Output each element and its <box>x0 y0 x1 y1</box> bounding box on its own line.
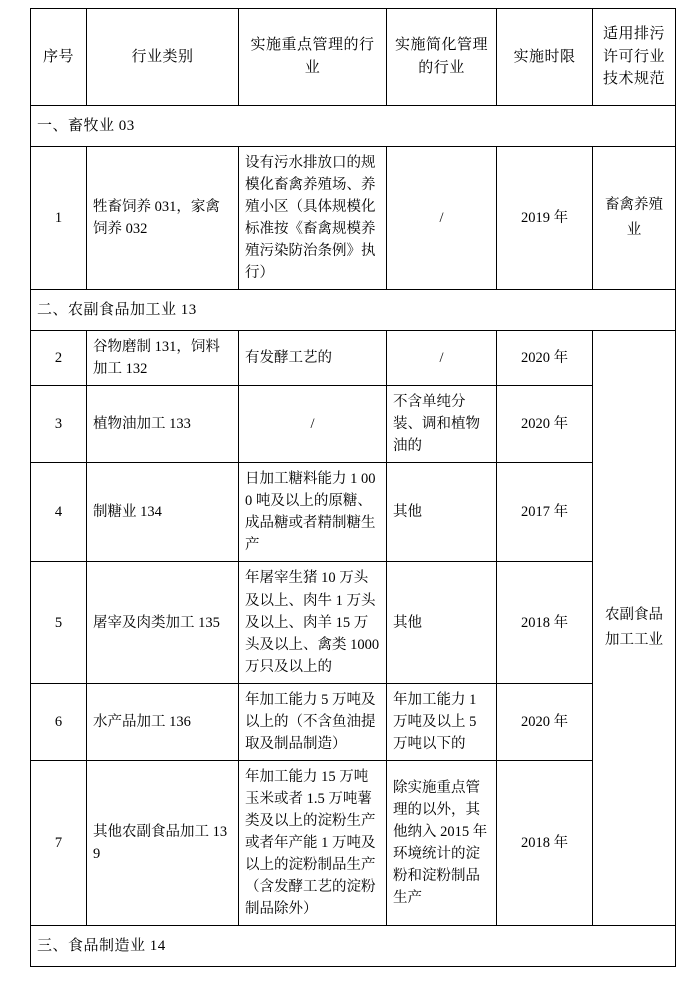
row-technical-spec: 农副食品加工工业 <box>593 331 676 926</box>
row-serial: 2 <box>31 331 87 386</box>
row-deadline: 2018 年 <box>497 760 593 925</box>
row-key-managed: 年加工能力 15 万吨玉米或者 1.5 万吨薯类及以上的淀粉生产或者年产能 1 万吨及以上的淀粉制品生产（含发酵工艺的淀粉制品除外） <box>239 760 387 925</box>
header-cell-technical-spec: 适用排污许可行业技术规范 <box>593 9 676 106</box>
row-category: 其他农副食品加工 139 <box>87 760 239 925</box>
row-key-managed: 年屠宰生猪 10 万头及以上、肉牛 1 万头及以上、肉羊 15 万头及以上、禽类 1000 万只及以上的 <box>239 562 387 683</box>
section-heading-row <box>31 290 676 331</box>
row-key-managed: / <box>239 386 387 463</box>
permit-industry-table <box>30 8 676 967</box>
header-cell-serial: 序号 <box>31 9 87 106</box>
row-key-managed: 有发酵工艺的 <box>239 331 387 386</box>
row-deadline: 2020 年 <box>497 331 593 386</box>
row-simplified: 年加工能力 1 万吨及以上 5 万吨以下的 <box>387 683 497 760</box>
table-row <box>31 386 676 463</box>
table-header-row <box>31 9 676 106</box>
row-technical-spec: 畜禽养殖业 <box>593 147 676 290</box>
row-deadline: 2018 年 <box>497 562 593 683</box>
row-category: 屠宰及肉类加工 135 <box>87 562 239 683</box>
row-key-managed: 日加工糖料能力 1 000 吨及以上的原糖、成品糖或者精制糖生产 <box>239 463 387 562</box>
row-simplified: 除实施重点管理的以外，其他纳入 2015 年环境统计的淀粉和淀粉制品生产 <box>387 760 497 925</box>
row-serial: 5 <box>31 562 87 683</box>
section-title-food-manufacturing: 三、食品制造业 14 <box>31 925 676 966</box>
row-serial: 1 <box>31 147 87 290</box>
row-deadline: 2019 年 <box>497 147 593 290</box>
section-title-livestock: 一、畜牧业 03 <box>31 106 676 147</box>
row-category: 植物油加工 133 <box>87 386 239 463</box>
row-serial: 7 <box>31 760 87 925</box>
header-cell-deadline: 实施时限 <box>497 9 593 106</box>
row-deadline: 2017 年 <box>497 463 593 562</box>
table-row <box>31 147 676 290</box>
table-row <box>31 760 676 925</box>
row-simplified: 其他 <box>387 562 497 683</box>
row-category: 牲畜饲养 031，家禽饲养 032 <box>87 147 239 290</box>
row-key-managed: 设有污水排放口的规模化畜禽养殖场、养殖小区（具体规模化标准按《畜禽规模养殖污染防治条例》执行） <box>239 147 387 290</box>
row-serial: 6 <box>31 683 87 760</box>
table-row <box>31 331 676 386</box>
row-simplified: 不含单纯分装、调和植物油的 <box>387 386 497 463</box>
table-header <box>31 9 676 106</box>
table-row <box>31 562 676 683</box>
header-cell-industry-category: 行业类别 <box>87 9 239 106</box>
table-row <box>31 683 676 760</box>
row-category: 水产品加工 136 <box>87 683 239 760</box>
section-heading-row <box>31 925 676 966</box>
header-cell-simplified: 实施简化管理的行业 <box>387 9 497 106</box>
row-simplified: / <box>387 147 497 290</box>
row-deadline: 2020 年 <box>497 683 593 760</box>
header-cell-key-managed: 实施重点管理的行业 <box>239 9 387 106</box>
section-title-agri-food: 二、农副食品加工业 13 <box>31 290 676 331</box>
section-heading-row <box>31 106 676 147</box>
row-category: 谷物磨制 131，饲料加工 132 <box>87 331 239 386</box>
row-simplified: / <box>387 331 497 386</box>
row-serial: 3 <box>31 386 87 463</box>
table-body <box>31 106 676 967</box>
row-key-managed: 年加工能力 5 万吨及以上的（不含鱼油提取及制品制造） <box>239 683 387 760</box>
row-category: 制糖业 134 <box>87 463 239 562</box>
row-serial: 4 <box>31 463 87 562</box>
row-simplified: 其他 <box>387 463 497 562</box>
table-row <box>31 463 676 562</box>
row-deadline: 2020 年 <box>497 386 593 463</box>
